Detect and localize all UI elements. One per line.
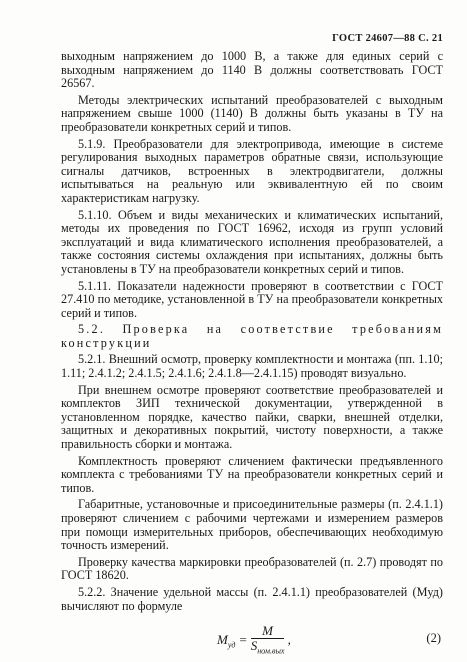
paragraph-continuation: выходным напряжением до 1000 В, а также для единых серий с выходным напряжением до 1140 В должны соответствовать ГОСТ 26567. bbox=[61, 49, 443, 91]
formula-numerator: M bbox=[251, 624, 285, 639]
paragraph-5-1-9: 5.1.9. Преобразователи для электропривода, имеющие в системе регулирования выходных параметров обратные связи, использующие сигналы датчиков, встроенных в электродвигатели, должны испытываться на реальную или эквивалентную ей по своим характеристикам нагрузку. bbox=[61, 136, 443, 205]
paragraph-completeness: Комплектность проверяют сличением фактически предъявленного комплекта с требованиями ТУ на преобразователи конкретных серий и типов. bbox=[61, 453, 443, 495]
formula-denominator-wrap bbox=[251, 639, 285, 658]
paragraph-electrical-tests: Методы электрических испытаний преобразователей с выходным напряжением свыше 1000 (1140) В должны быть указаны в ТУ на преобразователи конкретных серий и типов. bbox=[61, 92, 443, 134]
formula-number: (2) bbox=[426, 631, 441, 646]
paragraph-5-2-2: 5.2.2. Значение удельной массы (п. 2.4.1.1) преобразователей (Mуд) вычисляют по формуле bbox=[61, 584, 443, 613]
page-header: ГОСТ 24607—88 С. 21 bbox=[332, 33, 443, 44]
formula-trail: , bbox=[287, 632, 291, 648]
paragraph-5-2-1: 5.2.1. Внешний осмотр, проверку комплектности и монтажа (пп. 1.10; 1.11; 2.4.1.2; 2.4.1.5; 2.4.1.6; 2.4.1.8—2.4.1.15) проводят визуально. bbox=[61, 352, 443, 381]
formula-2 bbox=[61, 616, 443, 662]
paragraph-visual-inspection: При внешнем осмотре проверяют соответствие преобразователей и комплектов ЗИП технической документации, утвержденной в установленном порядке, качество пайки, сварки, внешней отделки, защитных и декоративных покрытий, чистоту поверхности, а также правильность сборки и монтажа. bbox=[61, 382, 443, 452]
formula-lhs: M bbox=[217, 632, 228, 648]
formula-denominator-sub: ном.вых bbox=[257, 646, 285, 656]
section-heading-5-2: 5.2. Проверка на соответствие требованиям конструкции bbox=[61, 322, 443, 350]
paragraph-dimensions: Габаритные, установочные и присоединительные размеры (п. 2.4.1.1) проверяют сличением с рабочими чертежами и измерением размеров при помощи измерительных приборов, обеспечивающих необходимую точность измерений. bbox=[61, 497, 443, 553]
document-body bbox=[61, 50, 443, 662]
paragraph-5-1-11: 5.1.11. Показатели надежности проверяют в соответствии с ГОСТ 27.410 по методике, установленной в ТУ на преобразователи конкретных серий и типов. bbox=[61, 278, 443, 320]
formula-denominator: S bbox=[250, 637, 258, 653]
formula-expression bbox=[217, 624, 291, 658]
formula-eq: = bbox=[238, 632, 248, 648]
paragraph-5-1-10: 5.1.10. Объем и виды механических и климатических испытаний, методы их проведения по ГОСТ 16962, исходя из групп условий эксплуатаций и вида климатического исполнения преобразователей, а также состояния системы охлаждения при испытаниях, должны быть установлены в ТУ на преобразователи конкретных серий и типов. bbox=[61, 207, 443, 276]
formula-lhs-sub: уд bbox=[227, 640, 236, 650]
formula-fraction bbox=[251, 624, 285, 658]
paragraph-marking: Проверку качества маркировки преобразователей (п. 2.7) проводят по ГОСТ 18620. bbox=[61, 554, 443, 583]
